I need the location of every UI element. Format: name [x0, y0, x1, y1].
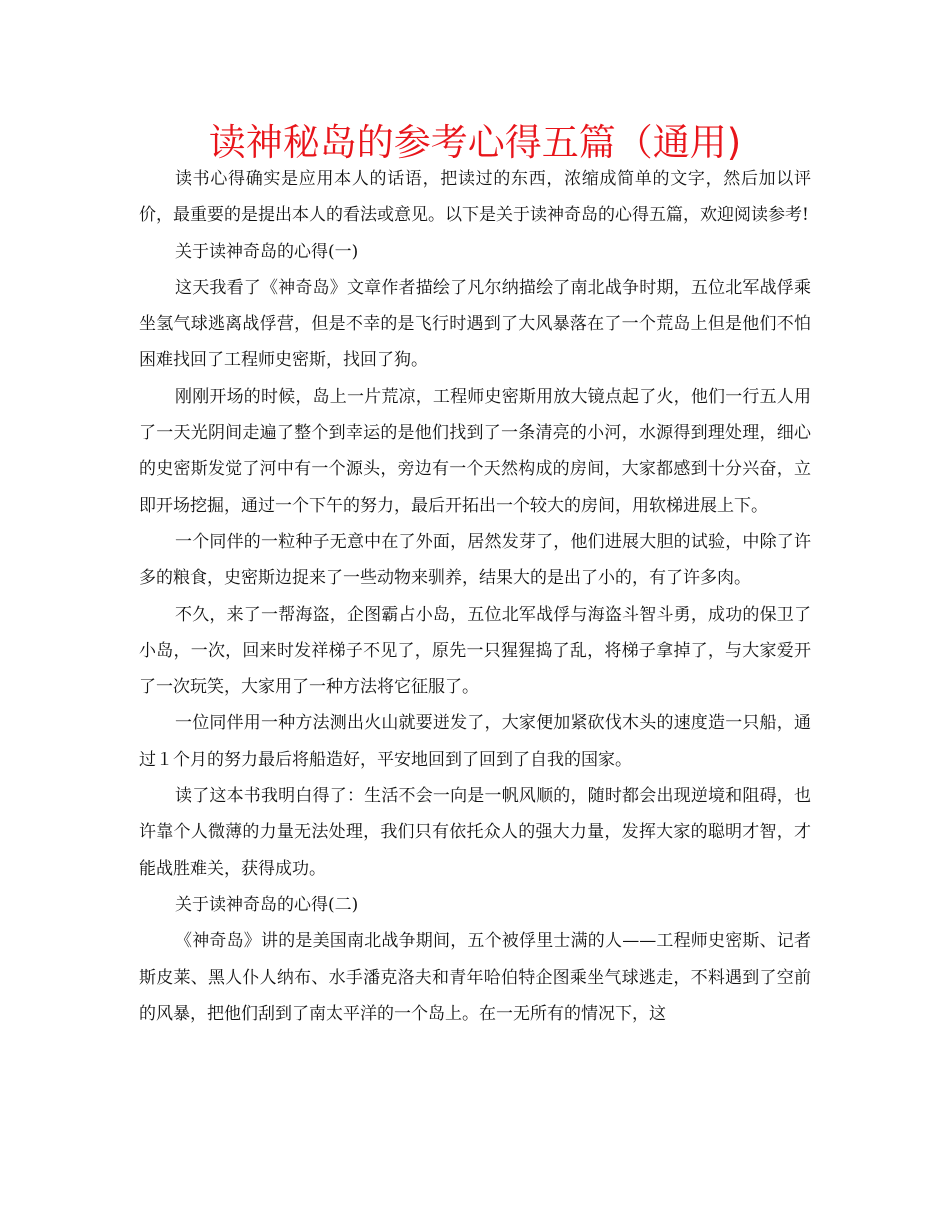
body-paragraph: 一个同伴的一粒种子无意中在了外面，居然发芽了，他们进展大胆的试验，中除了许多的粮食，史密斯边捉来了一些动物来驯养，结果大的是出了小的，有了许多肉。 — [139, 531, 811, 589]
body-paragraph: 这天我看了《神奇岛》文章作者描绘了凡尔纳描绘了南北战争时期，五位北军战俘乘坐氢气球逃离战俘营，但是不幸的是飞行时遇到了大风暴落在了一个荒岛上但是他们不怕困难找回了工程师史密斯，找回了狗。 — [139, 277, 811, 371]
section-heading-2: 关于读神奇岛的心得(二) — [175, 894, 359, 915]
section-heading-1: 关于读神奇岛的心得(一) — [175, 241, 359, 262]
document-title: 读神秘岛的参考心得五篇（通用) — [208, 121, 742, 164]
intro-paragraph: 读书心得确实是应用本人的话语，把读过的东西，浓缩成简单的文字，然后加以评价，最重要的是提出本人的看法或意见。以下是关于读神奇岛的心得五篇，欢迎阅读参考! — [139, 169, 811, 226]
body-paragraph: 读了这本书我明白得了：生活不会一向是一帆风顺的，随时都会出现逆境和阻碍，也许靠个人微薄的力量无法处理，我们只有依托众人的强大力量，发挥大家的聪明才智，才能战胜难关，获得成功。 — [139, 786, 811, 879]
document-body — [139, 161, 811, 1032]
body-paragraph: 一位同伴用一种方法测出火山就要迸发了，大家便加紧砍伐木头的速度造一只船，通过１个月的努力最后将船造好，平安地回到了回到了自我的国家。 — [139, 713, 811, 770]
body-paragraph: 《神奇岛》讲的是美国南北战争期间，五个被俘里士满的人——工程师史密斯、记者斯皮莱、黑人仆人纳布、水手潘克洛夫和青年哈伯特企图乘坐气球逃走，不料遇到了空前的风暴，把他们刮到了南太平洋的一个岛上。在一无所有的情况下，这 — [139, 931, 811, 1024]
body-paragraph: 不久，来了一帮海盗，企图霸占小岛，五位北军战俘与海盗斗智斗勇，成功的保卫了小岛，一次，回来时发祥梯子不见了，原先一只猩猩捣了乱，将梯子拿掉了，与大家爱开了一次玩笑，大家用了一种方法将它征服了。 — [139, 604, 811, 698]
body-paragraph: 刚刚开场的时候，岛上一片荒凉，工程师史密斯用放大镜点起了火，他们一行五人用了一天光阴间走遍了整个到幸运的是他们找到了一条清亮的小河，水源得到理处理，细心的史密斯发觉了河中有一个源头，旁边有一个天然构成的房间，大家都感到十分兴奋，立即开场挖掘，通过一个下午的努力，最后开拓出一个较大的房间，用软梯进展上下。 — [139, 386, 811, 516]
